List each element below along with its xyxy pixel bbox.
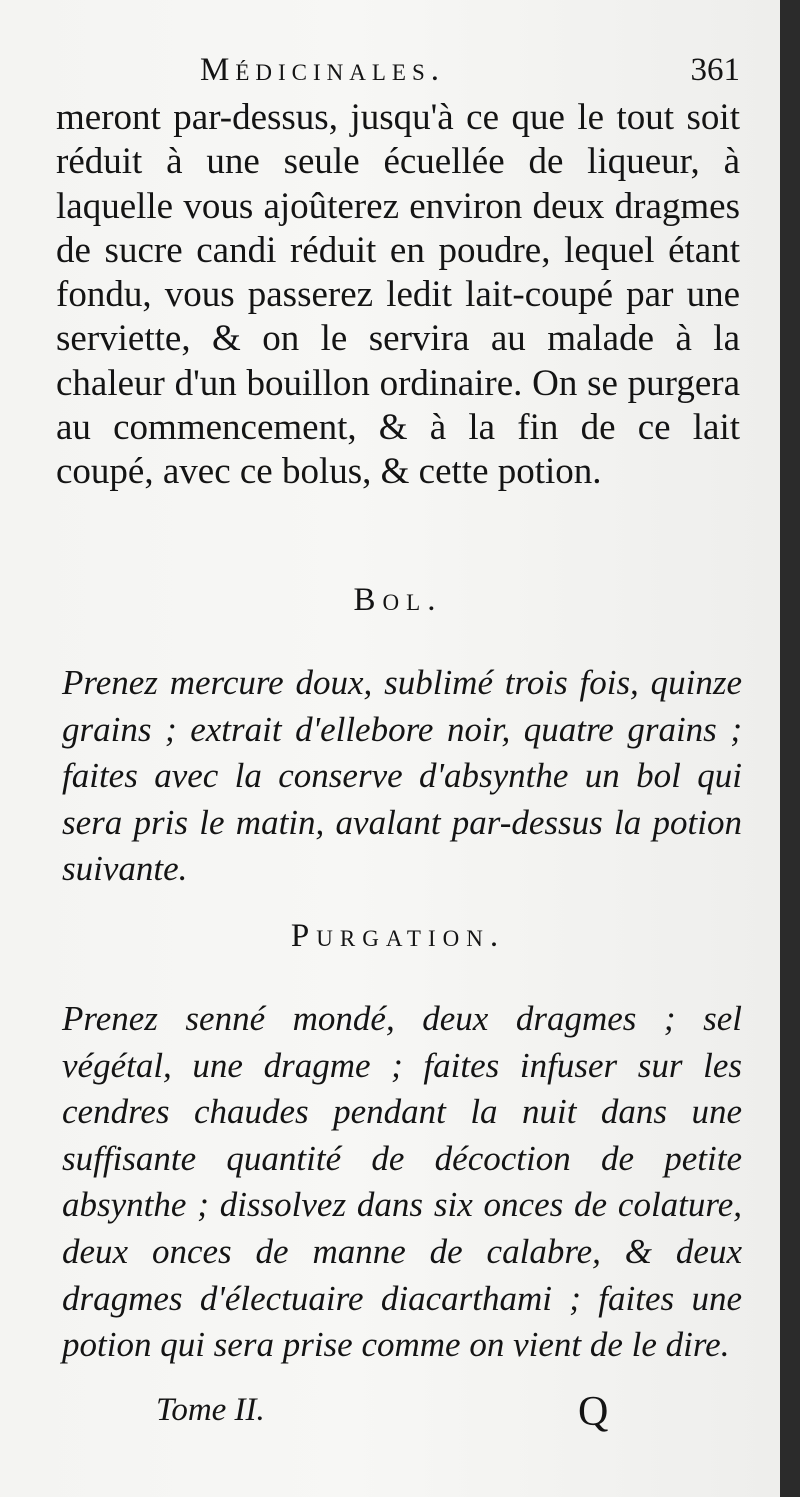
section-heading-bol: Bol.: [353, 582, 443, 618]
recipe-bol-text: Prenez mercure doux, sublimé trois fois, quinze grains ; extrait d'ellebore noir, quatre grains ; faites avec la conserve d'absynthe un bol qui sera pris le matin, avalant par-dessus la potion suivante.: [62, 663, 742, 889]
recipe-purgation: [62, 996, 742, 1369]
running-title: Médicinales.: [200, 52, 446, 88]
page-number: 361: [690, 52, 740, 88]
recipe-purgation-text: Prenez senné mondé, deux dragmes ; sel végétal, une dragme ; faites infuser sur les cendres chaudes pendant la nuit dans une suffisante quantité de décoction de petite absynthe ; dissolvez dans six onces de colature, deux onces de manne de calabre, & deux dragmes d'électuaire diacarthami ; faites une potion qui sera prise comme on vient de le dire.: [62, 999, 742, 1365]
page-header: [200, 52, 740, 96]
volume-label: Tome II.: [156, 1392, 265, 1428]
signature-mark: Q: [578, 1389, 609, 1435]
body-paragraph: [56, 96, 740, 495]
recipe-bol: [62, 660, 742, 893]
section-heading-purgation: Purgation.: [290, 918, 506, 954]
body-paragraph-text: meront par-dessus, jusqu'à ce que le tout soit réduit à une seule écuellée de liqueur, à laquelle vous ajoûterez environ deux dragmes de sucre candi réduit en poudre, lequel étant fondu, vous passerez ledit lait-coupé par une serviette, & on le servira au malade à la chaleur d'un bouillon ordinaire. On se purgera au commencement, & à la fin de ce lait coupé, avec ce bolus, & cette potion.: [56, 97, 740, 493]
scan-edge: [780, 0, 800, 1497]
